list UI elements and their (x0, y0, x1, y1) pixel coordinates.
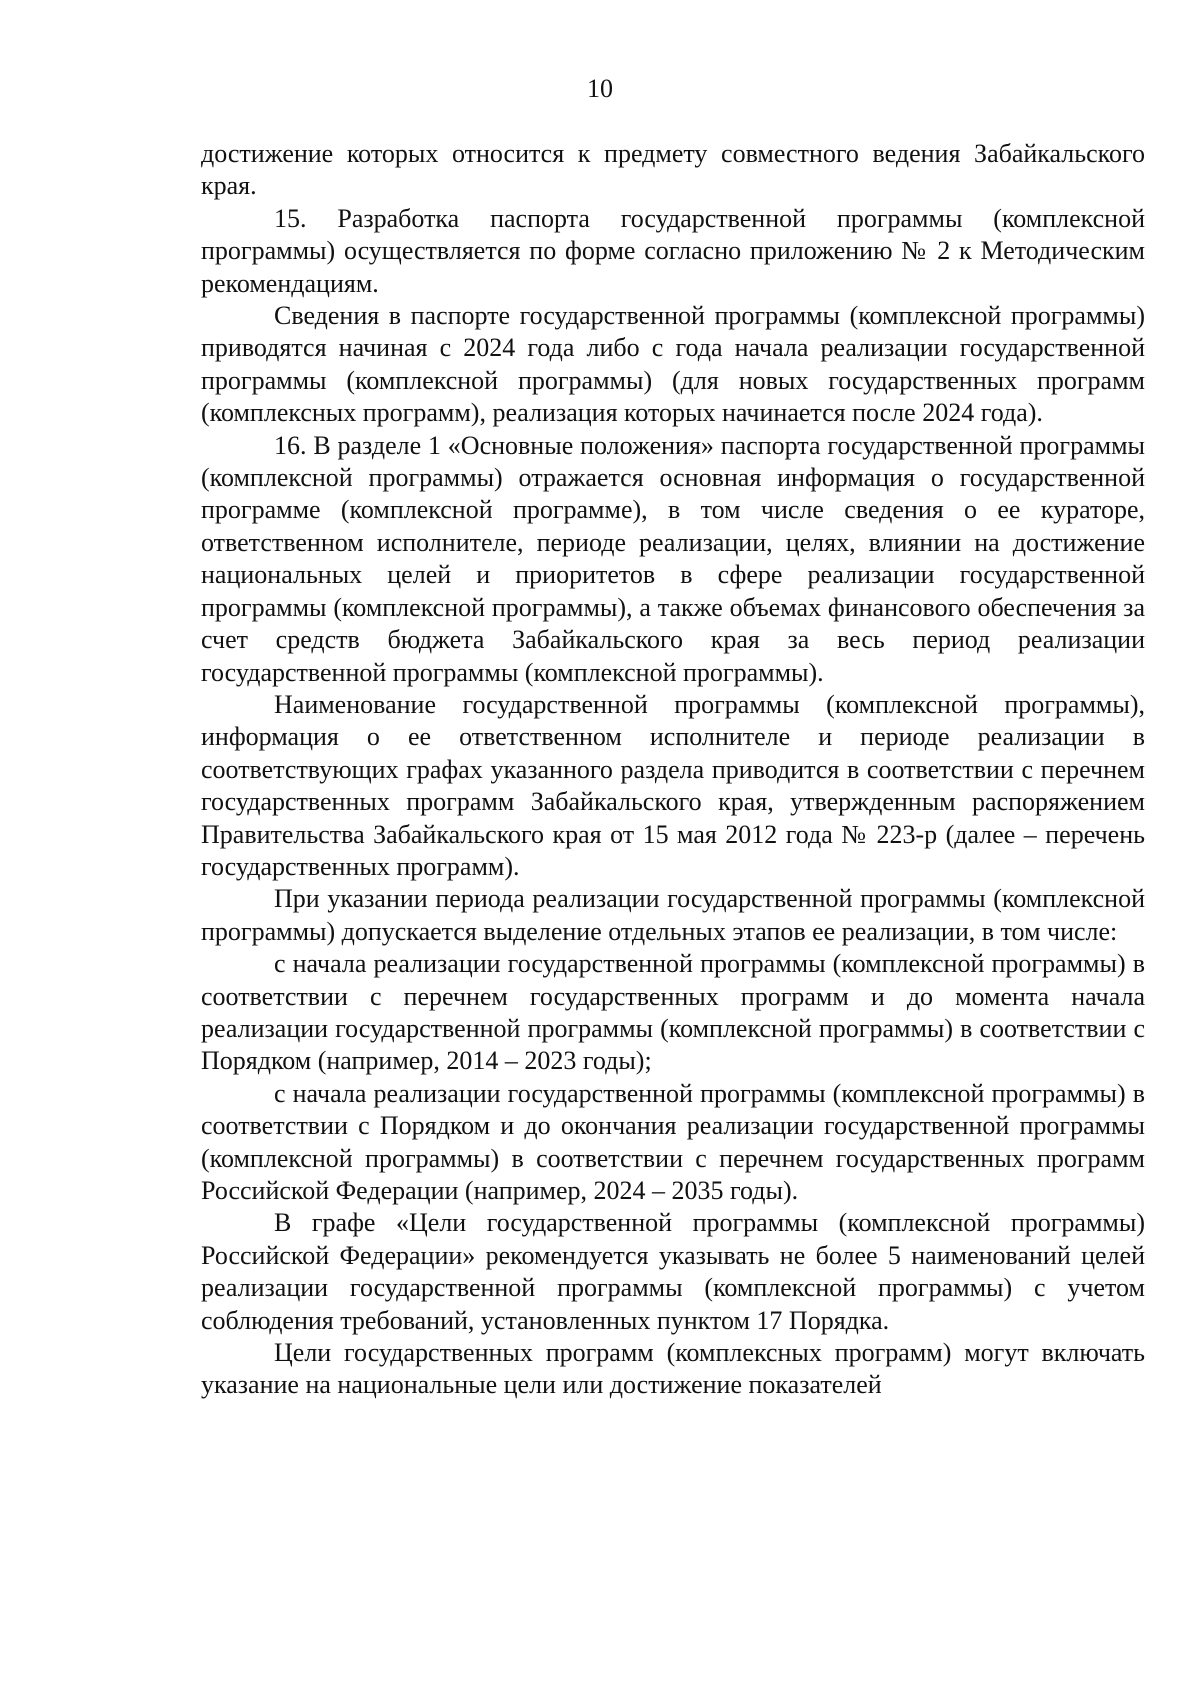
paragraph-passport-info: Сведения в паспорте государственной программы (комплексной программы) приводятся начиная с 2024 года либо с года начала реализации государственной программы (комплексной программы) (для новых государственных программ (комплексных программ), реализация которых начинается после 2024 года). (201, 301, 1145, 428)
paragraph-period-stages: При указании периода реализации государственной программы (комплексной программы) допускается выделение отдельных этапов ее реализации, в том числе: (201, 884, 1145, 946)
paragraph-goals-column: В графе «Цели государственной программы (комплексной программы) Российской Федерации» рекомендуется указывать не более 5 наименований целей реализации государственной программы (комплексной программы) с учетом соблюдения требований, установленных пунктом 17 Порядка. (201, 1208, 1145, 1335)
paragraph-program-name: Наименование государственной программы (комплексной программы), информация о ее ответственном исполнителе и периоде реализации в соответствующих графах указанного раздела приводится в соответствии с перечнем государственных программ Забайкальского края, утвержденным распоряжением Правительства Забайкальского края от 15 мая 2012 года № 223-р (далее – перечень государственных программ). (201, 689, 1145, 881)
paragraph-item-15: 15. Разработка паспорта государственной программы (комплексной программы) осуществляется по форме согласно приложению № 2 к Методическим рекомендациям. (201, 203, 1145, 298)
document-body (201, 138, 1145, 1402)
paragraph-stage-1: с начала реализации государственной программы (комплексной программы) в соответствии с перечнем государственных программ и до момента начала реализации государственной программы (комплексной программы) в соответствии с Порядком (например, 2014 – 2023 годы); (201, 949, 1145, 1076)
paragraph-stage-2: с начала реализации государственной программы (комплексной программы) в соответствии с Порядком и до окончания реализации государственной программы (комплексной программы) в соответствии с перечнем государственных программ Российской Федерации (например, 2024 – 2035 годы). (201, 1078, 1145, 1205)
page-number: 10 (587, 74, 613, 103)
paragraph-continuation: достижение которых относится к предмету совместного ведения Забайкальского края. (201, 139, 1145, 201)
paragraph-goals-national: Цели государственных программ (комплексных программ) могут включать указание на национальные цели или достижение показателей (201, 1338, 1145, 1400)
paragraph-item-16: 16. В разделе 1 «Основные положения» паспорта государственной программы (комплексной программы) отражается основная информация о государственной программе (комплексной программе), в том числе сведения о ее кураторе, ответственном исполнителе, периоде реализации, целях, влиянии на достижение национальных целей и приоритетов в сфере реализации государственной программы (комплексной программы), а также объемах финансового обеспечения за счет средств бюджета Забайкальского края за весь период реализации государственной программы (комплексной программы). (201, 430, 1145, 687)
